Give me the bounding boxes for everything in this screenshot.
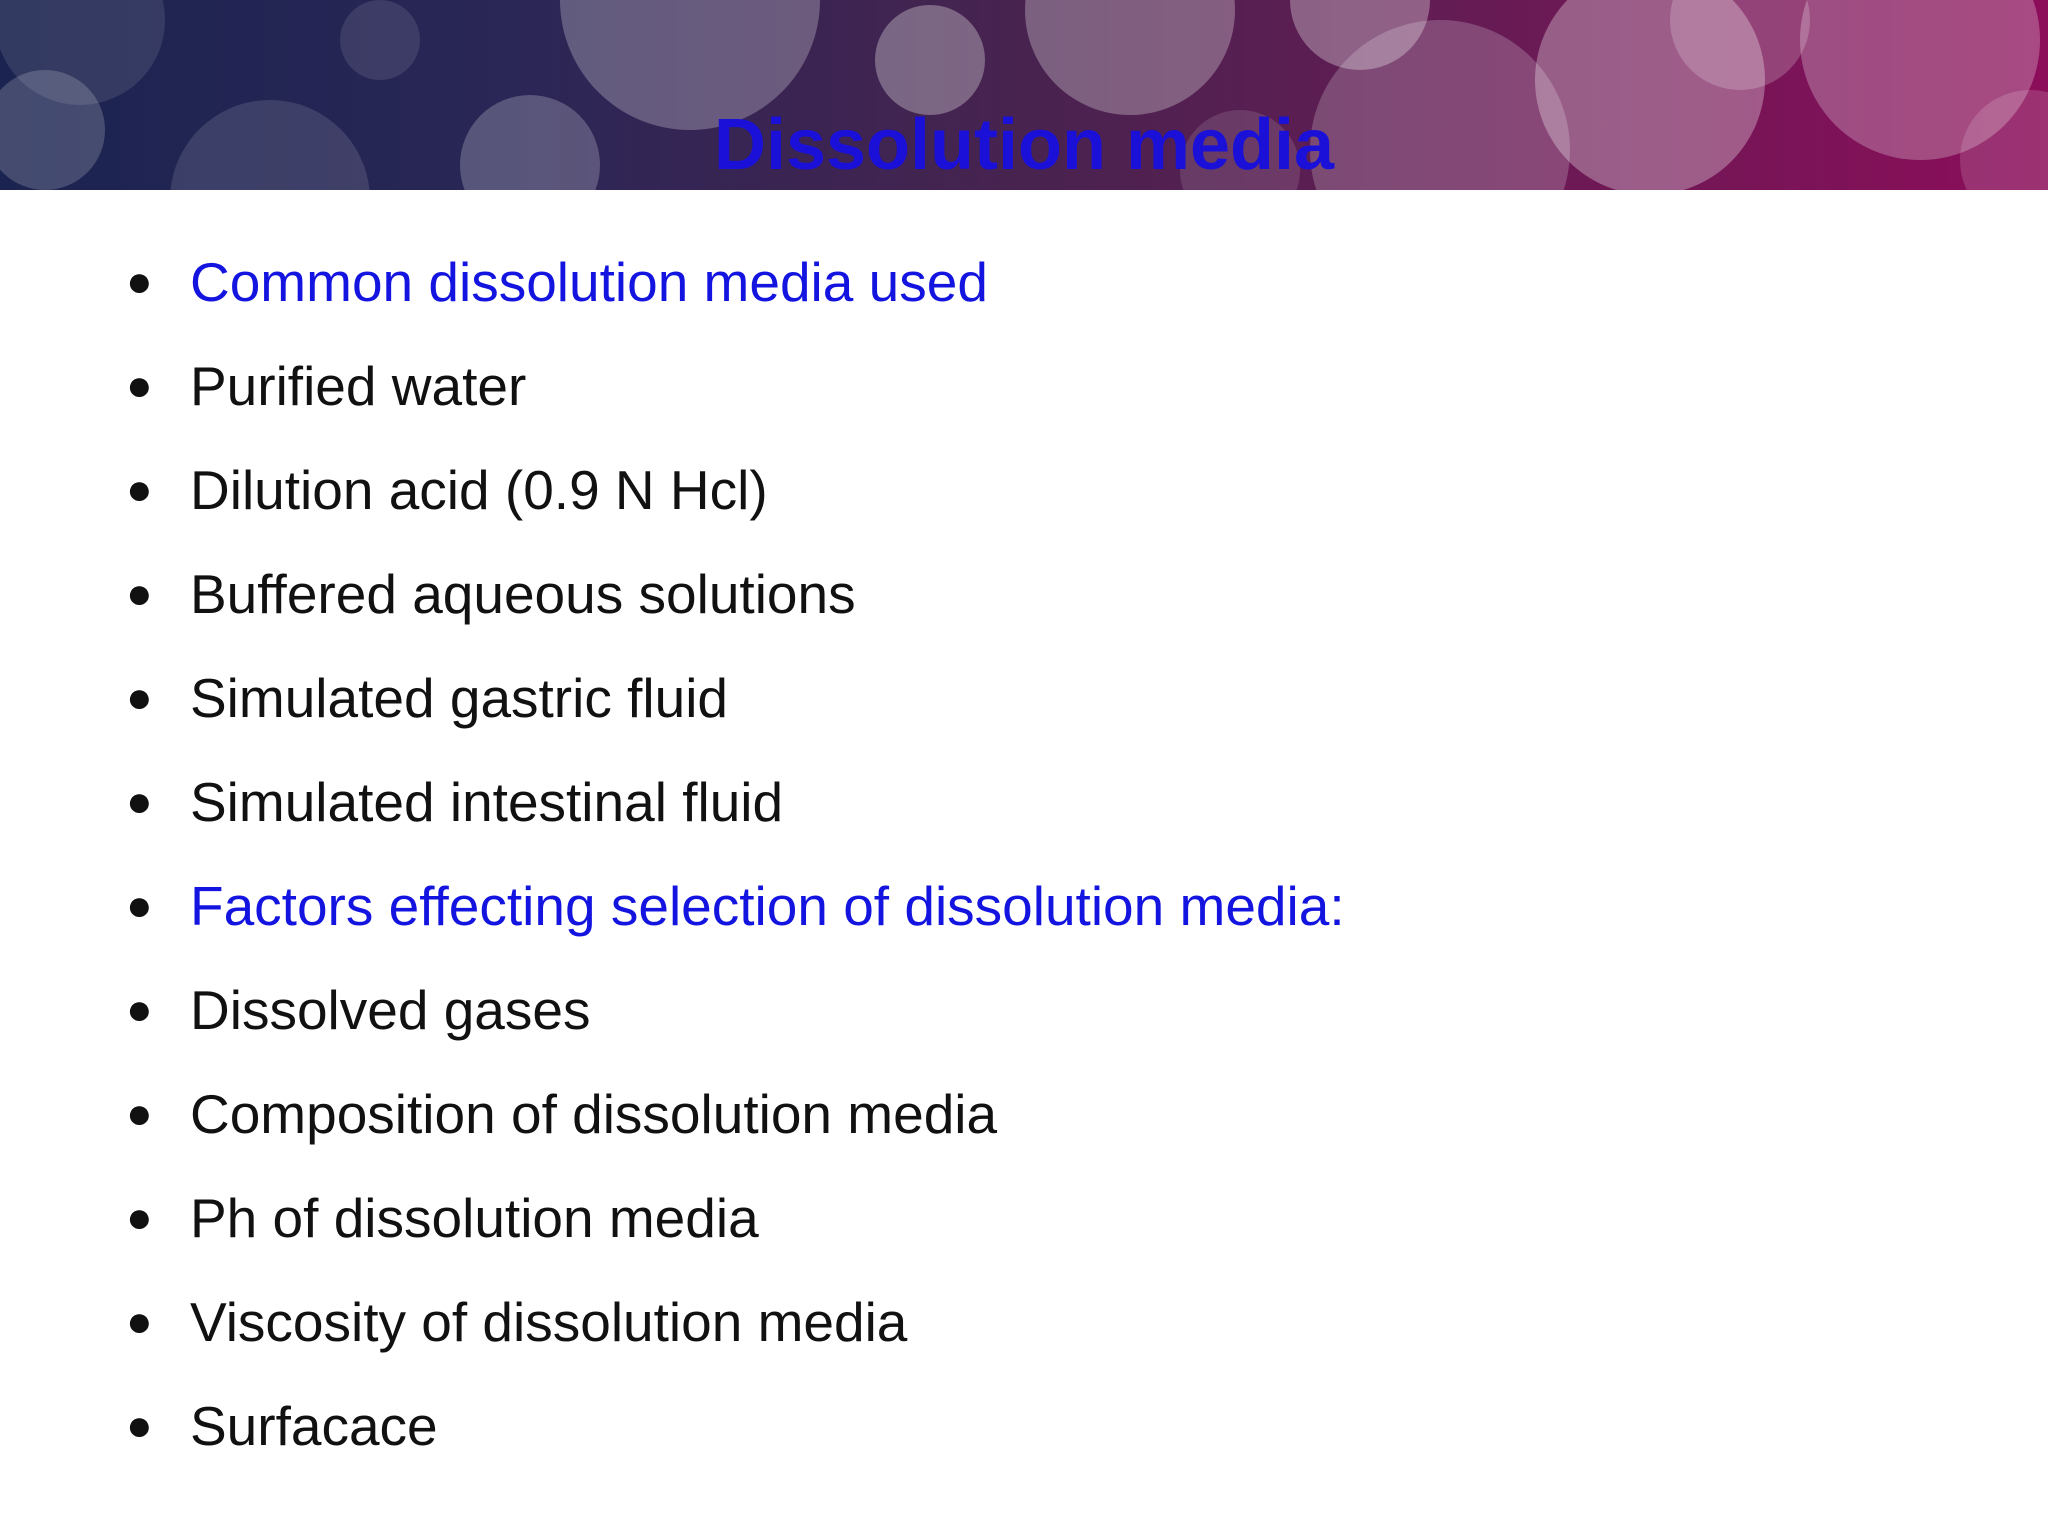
bullet-list: [126, 230, 1926, 1478]
list-item-text: Factors effecting selection of dissolution media:: [190, 875, 1345, 937]
bullet-icon: ●: [126, 465, 153, 514]
list-item-text: Dilution acid (0.9 N Hcl): [190, 459, 768, 521]
list-item-text: Common dissolution media used: [190, 251, 988, 313]
bullet-icon: ●: [126, 361, 153, 410]
list-item: [126, 1166, 1926, 1270]
list-item: [126, 542, 1926, 646]
list-item-text: Simulated intestinal fluid: [190, 771, 784, 833]
list-item-text: Buffered aqueous solutions: [190, 563, 856, 625]
bullet-icon: ●: [126, 1401, 153, 1450]
bullet-icon: ●: [126, 985, 153, 1034]
list-item-text: Ph of dissolution media: [190, 1187, 759, 1249]
bullet-icon: ●: [126, 1193, 153, 1242]
list-item: [126, 958, 1926, 1062]
list-item-text: Dissolved gases: [190, 979, 591, 1041]
list-item-text: Surfacace: [190, 1395, 438, 1457]
bullet-icon: ●: [126, 569, 153, 618]
list-item-text: Simulated gastric fluid: [190, 667, 729, 729]
bullet-icon: ●: [126, 257, 153, 306]
list-item-text: Purified water: [190, 355, 527, 417]
list-item: [126, 1062, 1926, 1166]
list-item: [126, 438, 1926, 542]
list-item: [126, 1270, 1926, 1374]
list-item: [126, 646, 1926, 750]
list-item: [126, 1374, 1926, 1478]
list-item: [126, 230, 1926, 334]
bullet-icon: ●: [126, 1297, 153, 1346]
list-item: [126, 334, 1926, 438]
list-item: [126, 854, 1926, 958]
list-item-text: Viscosity of dissolution media: [190, 1291, 908, 1353]
list-item-text: Composition of dissolution media: [190, 1083, 998, 1145]
bullet-icon: ●: [126, 881, 153, 930]
list-item: [126, 750, 1926, 854]
bullet-icon: ●: [126, 673, 153, 722]
bullet-icon: ●: [126, 1089, 153, 1138]
slide-title: Dissolution media: [713, 105, 1335, 185]
bullet-icon: ●: [126, 777, 153, 826]
